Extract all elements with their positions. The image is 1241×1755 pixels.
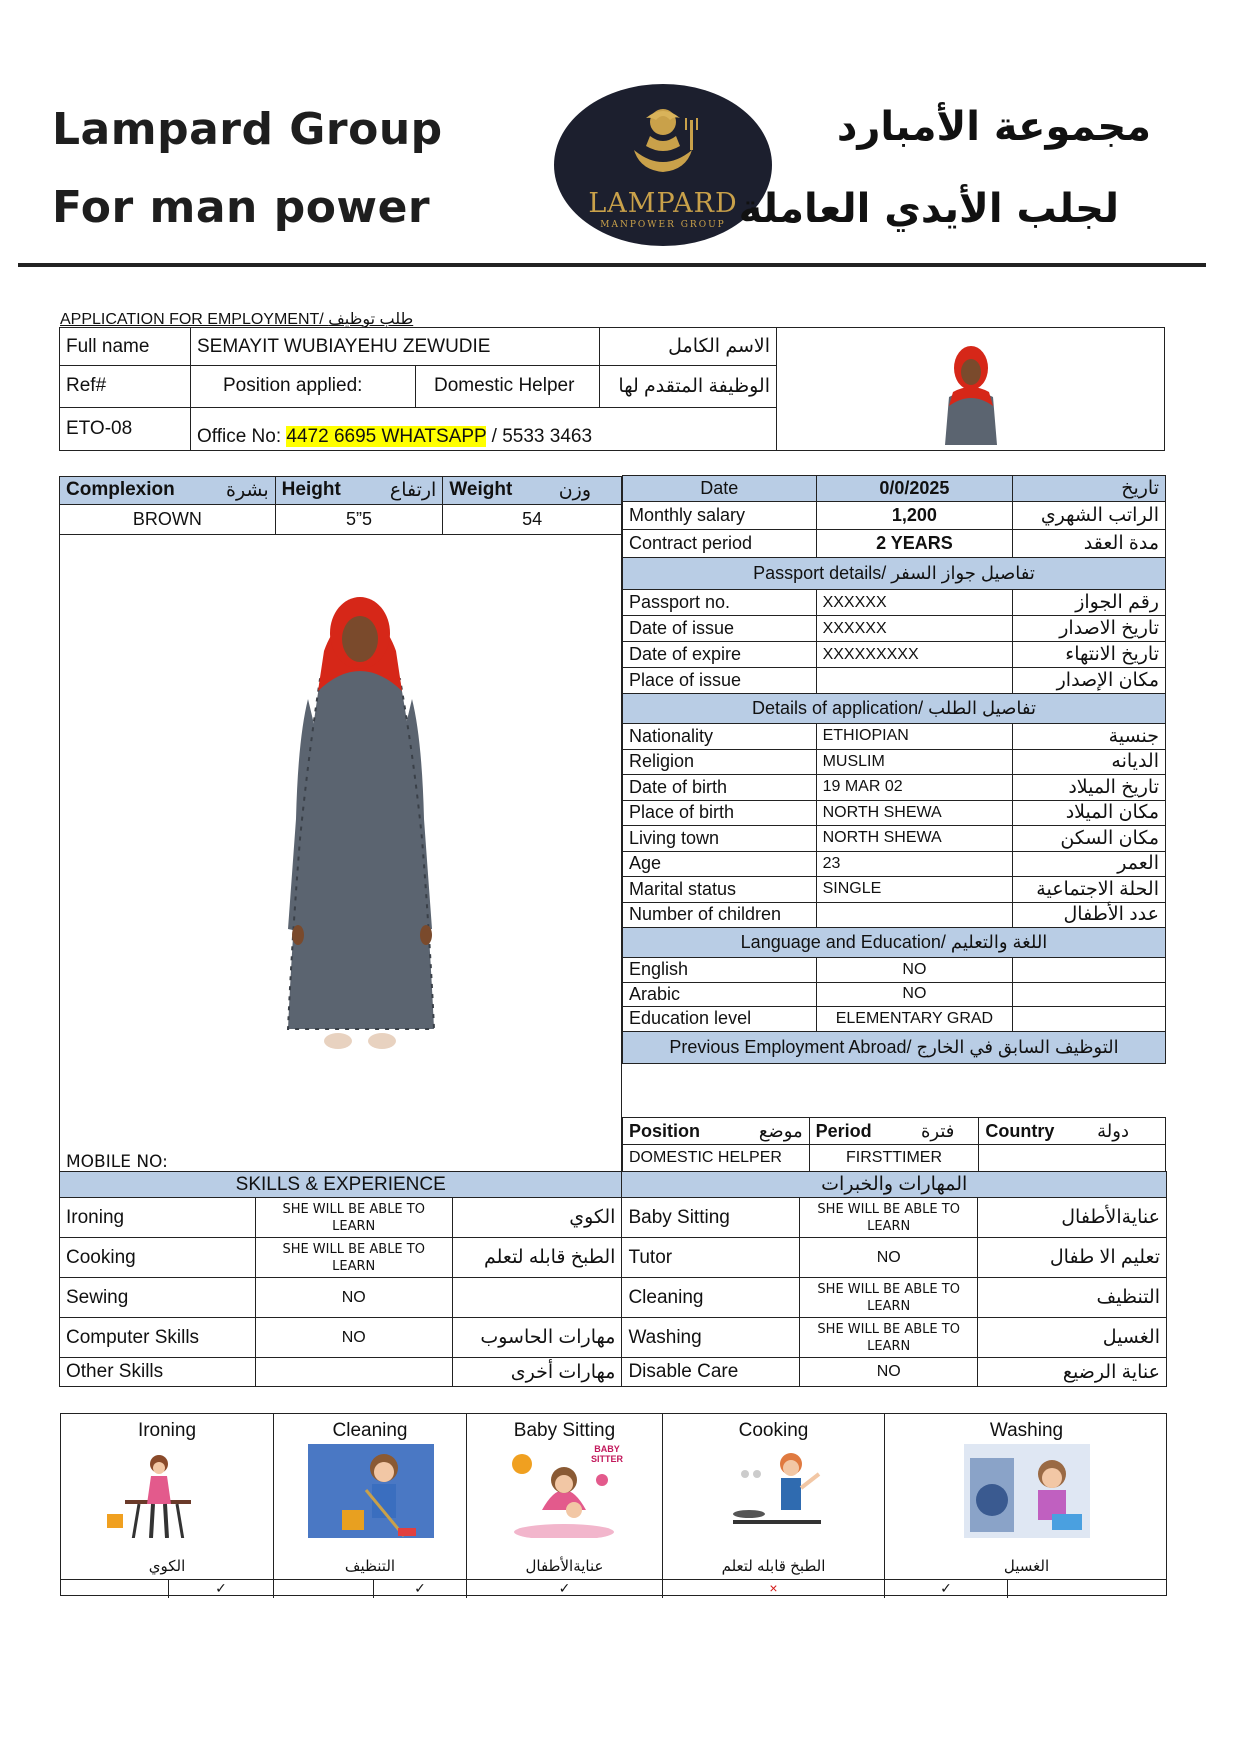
- skill-value: NO: [800, 1238, 978, 1278]
- skill-illustration-ironing: [61, 1414, 274, 1579]
- illustration-ar-title: عنايةالأطفال: [525, 1558, 604, 1575]
- height-value: 5”5: [275, 505, 443, 535]
- logo-tagline: MANPOWER GROUP: [600, 220, 726, 230]
- position-applied-value: Domestic Helper: [416, 366, 600, 407]
- skill-illustration-washing: [885, 1414, 1168, 1579]
- language-value: ELEMENTARY GRAD: [816, 1007, 1013, 1032]
- cooking-icon: [711, 1444, 837, 1538]
- ref-number-value: ETO-08: [60, 407, 191, 450]
- complexion-value: BROWN: [60, 505, 276, 535]
- passport-section-header: Passport details/ تفاصيل جواز السفر: [623, 558, 1166, 590]
- date-label: Date: [623, 476, 817, 502]
- skill-value: SHE WILL BE ABLE TO LEARN: [255, 1238, 452, 1278]
- weight-value: 54: [443, 505, 622, 535]
- application-ar-label: مكان السكن: [1013, 826, 1166, 852]
- logo-wordmark: LAMPARD: [588, 188, 738, 219]
- contract-period-value: 2 YEARS: [816, 530, 1013, 558]
- applicant-thumbnail-cell: [777, 328, 1165, 451]
- application-row: [623, 851, 1166, 877]
- checkmark-icon: ✓: [467, 1580, 663, 1598]
- language-label: English: [623, 958, 817, 983]
- passport-rows: [623, 590, 1166, 694]
- date-ar-label: تاريخ: [1013, 476, 1166, 502]
- passport-label: Date of issue: [623, 616, 817, 642]
- passport-value: XXXXXX: [816, 616, 1013, 642]
- cleaning-icon: [308, 1444, 434, 1538]
- language-ar-label: [1013, 1007, 1166, 1032]
- application-label: Living town: [623, 826, 817, 852]
- application-value: NORTH SHEWA: [816, 800, 1013, 826]
- prev-country-label: Country دولة: [979, 1118, 1166, 1145]
- skill-label: Computer Skills: [60, 1318, 256, 1358]
- skills-table: [59, 1171, 1167, 1387]
- skills-row: [60, 1278, 1167, 1318]
- skill-ar-label: مهارات الحاسوب: [452, 1318, 622, 1358]
- skills-illustration-strip: [60, 1413, 1167, 1596]
- skill-ar-label: التنظيف: [978, 1278, 1167, 1318]
- previous-employment-header: Previous Employment Abroad/ التوظيف السابق في الخارج: [623, 1031, 1166, 1063]
- skill-value: SHE WILL BE ABLE TO LEARN: [255, 1198, 452, 1238]
- skill-ar-label: مهارات أخرى: [452, 1358, 622, 1387]
- office-number: [191, 407, 777, 450]
- application-row: [623, 826, 1166, 852]
- skill-value: SHE WILL BE ABLE TO LEARN: [800, 1278, 978, 1318]
- cross-icon: ×: [663, 1580, 885, 1598]
- applicant-full-body-photo: [260, 579, 460, 1059]
- passport-row: [623, 642, 1166, 668]
- position-applied-label: Position applied:: [191, 366, 416, 407]
- office-landline-number: / 5533 3463: [486, 426, 593, 447]
- illustration-title: Baby Sitting: [513, 1420, 616, 1441]
- complexion-header: Complexion بشرة: [60, 477, 276, 505]
- monthly-salary-ar-label: الراتب الشهري: [1013, 502, 1166, 530]
- checkmark-icon: ✓: [374, 1580, 467, 1598]
- skill-illustration-baby-sitting: [467, 1414, 663, 1579]
- language-label: Arabic: [623, 982, 817, 1007]
- illustration-ar-title: الطبخ قابله لتعلم: [721, 1558, 826, 1575]
- skills-rows: [60, 1198, 1167, 1387]
- language-row: [623, 1007, 1166, 1032]
- skills-check-row: [61, 1579, 1166, 1597]
- skills-header-ar: المهارات والخبرات: [622, 1172, 1167, 1198]
- illustration-ar-title: الكوي: [148, 1558, 186, 1575]
- application-rows: [623, 724, 1166, 928]
- contract-period-label: Contract period: [623, 530, 817, 558]
- full-name-value: SEMAYIT WUBIAYEHU ZEWUDIE: [191, 328, 600, 366]
- application-label: Date of birth: [623, 775, 817, 801]
- passport-row: [623, 668, 1166, 694]
- passport-ar-label: تاريخ الاصدار: [1013, 616, 1166, 642]
- skill-label: Cooking: [60, 1238, 256, 1278]
- language-ar-label: [1013, 982, 1166, 1007]
- check-cell: [1008, 1580, 1168, 1598]
- check-cell: [274, 1580, 374, 1598]
- checkmark-icon: ✓: [169, 1580, 274, 1598]
- skills-row: [60, 1198, 1167, 1238]
- application-ar-label: العمر: [1013, 851, 1166, 877]
- passport-value: XXXXXX: [816, 590, 1013, 616]
- weight-header: Weight وزن: [443, 477, 622, 505]
- passport-ar-label: تاريخ الانتهاء: [1013, 642, 1166, 668]
- skill-label: Ironing: [60, 1198, 256, 1238]
- passport-label: Date of expire: [623, 642, 817, 668]
- illustration-title: Cleaning: [332, 1420, 408, 1441]
- skill-ar-label: [452, 1278, 622, 1318]
- applicant-info-table: [59, 327, 1165, 451]
- application-label: Age: [623, 851, 817, 877]
- full-name-ar-label: الاسم الكامل: [600, 328, 777, 366]
- application-ar-label: جنسية: [1013, 724, 1166, 750]
- skill-label: Tutor: [622, 1238, 800, 1278]
- physical-stats-table: [59, 476, 622, 535]
- skill-illustration-cleaning: [274, 1414, 467, 1579]
- passport-label: Passport no.: [623, 590, 817, 616]
- skill-value: NO: [255, 1278, 452, 1318]
- illustration-title: Washing: [989, 1420, 1064, 1441]
- application-ar-label: الديانه: [1013, 749, 1166, 775]
- skill-ar-label: تعليم الا طفال: [978, 1238, 1167, 1278]
- application-value: NORTH SHEWA: [816, 826, 1013, 852]
- application-row: [623, 775, 1166, 801]
- arabic-company-name-line2: لجلب الأيدي العاملة: [738, 186, 1119, 232]
- application-value: ETHIOPIAN: [816, 724, 1013, 750]
- passport-label: Place of issue: [623, 668, 817, 694]
- illustration-ar-title: التنظيف: [344, 1558, 396, 1575]
- application-value: [816, 902, 1013, 928]
- header-divider: [18, 263, 1206, 267]
- prev-period-label: Period فترة: [809, 1118, 979, 1145]
- application-row: [623, 724, 1166, 750]
- language-section-header: Language and Education/ اللغة والتعليم: [623, 928, 1166, 958]
- height-header: Height ارتفاع: [275, 477, 443, 505]
- full-name-label: Full name: [60, 328, 191, 366]
- application-value: MUSLIM: [816, 749, 1013, 775]
- passport-row: [623, 590, 1166, 616]
- language-row: [623, 982, 1166, 1007]
- skill-illustration-cooking: [663, 1414, 885, 1579]
- language-row: [623, 958, 1166, 983]
- application-row: [623, 800, 1166, 826]
- skill-label: Sewing: [60, 1278, 256, 1318]
- skills-header-en: SKILLS & EXPERIENCE: [60, 1172, 622, 1198]
- office-whatsapp-number: 4472 6695 WHATSAPP: [286, 426, 487, 447]
- check-cell: [61, 1580, 169, 1598]
- skill-ar-label: عنايةالأطفال: [978, 1198, 1167, 1238]
- application-ar-label: عدد الأطفال: [1013, 902, 1166, 928]
- skill-ar-label: الطبخ قابله لتعلم: [452, 1238, 622, 1278]
- prev-position-value: DOMESTIC HELPER: [623, 1145, 810, 1172]
- position-applied-ar-label: الوظيفة المتقدم لها: [600, 366, 777, 407]
- skill-value: NO: [800, 1358, 978, 1387]
- company-name-line2: For man power: [52, 182, 431, 233]
- arabic-company-name-line1: مجموعة الأمبارد: [836, 104, 1151, 150]
- skill-value: [255, 1358, 452, 1387]
- illustration-ar-title: الغسيل: [1003, 1558, 1050, 1575]
- monthly-salary-label: Monthly salary: [623, 502, 817, 530]
- application-section-header: Details of application/ تفاصيل الطلب: [623, 694, 1166, 724]
- baby-sitter-badge: BABY SITTER: [590, 1444, 623, 1464]
- application-ar-label: الحلة الاجتماعية: [1013, 877, 1166, 903]
- office-label: Office No:: [197, 426, 287, 447]
- language-label: Education level: [623, 1007, 817, 1032]
- skill-label: Other Skills: [60, 1358, 256, 1387]
- application-label: Number of children: [623, 902, 817, 928]
- skills-row: [60, 1318, 1167, 1358]
- skill-value: SHE WILL BE ABLE TO LEARN: [800, 1318, 978, 1358]
- skill-ar-label: عناية الرضيع: [978, 1358, 1167, 1387]
- skills-row: [60, 1238, 1167, 1278]
- date-value: 0/0/2025: [816, 476, 1013, 502]
- previous-employment-table: [622, 1117, 1166, 1172]
- prev-period-value: FIRSTTIMER: [809, 1145, 979, 1172]
- passport-value: [816, 668, 1013, 694]
- language-rows: [623, 958, 1166, 1032]
- language-value: NO: [816, 982, 1013, 1007]
- passport-ar-label: رقم الجواز: [1013, 590, 1166, 616]
- company-name-line1: Lampard Group: [52, 104, 443, 155]
- passport-value: XXXXXXXXX: [816, 642, 1013, 668]
- application-value: 19 MAR 02: [816, 775, 1013, 801]
- checkmark-icon: ✓: [885, 1580, 1008, 1598]
- application-label: Nationality: [623, 724, 817, 750]
- prev-country-value: [979, 1145, 1166, 1172]
- monthly-salary-value: 1,200: [816, 502, 1013, 530]
- ironing-icon: [105, 1444, 231, 1538]
- skill-label: Disable Care: [622, 1358, 800, 1387]
- passport-row: [623, 616, 1166, 642]
- skill-label: Cleaning: [622, 1278, 800, 1318]
- skill-ar-label: الكوي: [452, 1198, 622, 1238]
- form-title: APPLICATION FOR EMPLOYMENT/ طلب توظيف: [60, 311, 414, 328]
- application-row: [623, 902, 1166, 928]
- application-value: SINGLE: [816, 877, 1013, 903]
- illustration-title: Ironing: [137, 1420, 197, 1441]
- illustration-title: Cooking: [738, 1420, 809, 1441]
- application-row: [623, 749, 1166, 775]
- language-ar-label: [1013, 958, 1166, 983]
- skill-label: Washing: [622, 1318, 800, 1358]
- skill-label: Baby Sitting: [622, 1198, 800, 1238]
- mobile-label: MOBILE NO:: [66, 1152, 168, 1172]
- application-value: 23: [816, 851, 1013, 877]
- full-body-photo-area: [59, 534, 622, 1171]
- ref-label: Ref#: [60, 366, 191, 407]
- prev-position-label: Position موضع: [623, 1118, 810, 1145]
- language-value: NO: [816, 958, 1013, 983]
- washing-icon: [964, 1444, 1090, 1538]
- application-ar-label: مكان الميلاد: [1013, 800, 1166, 826]
- applicant-thumbnail-photo: [777, 328, 1163, 445]
- application-row: [623, 877, 1166, 903]
- skill-value: NO: [255, 1318, 452, 1358]
- skill-value: SHE WILL BE ABLE TO LEARN: [800, 1198, 978, 1238]
- details-table: [622, 475, 1166, 1064]
- application-label: Religion: [623, 749, 817, 775]
- skills-row: [60, 1358, 1167, 1387]
- baby-sitting-icon: [502, 1444, 628, 1538]
- application-ar-label: تاريخ الميلاد: [1013, 775, 1166, 801]
- contract-period-ar-label: مدة العقد: [1013, 530, 1166, 558]
- skill-ar-label: الغسيل: [978, 1318, 1167, 1358]
- application-label: Marital status: [623, 877, 817, 903]
- application-label: Place of birth: [623, 800, 817, 826]
- passport-ar-label: مكان الإصدار: [1013, 668, 1166, 694]
